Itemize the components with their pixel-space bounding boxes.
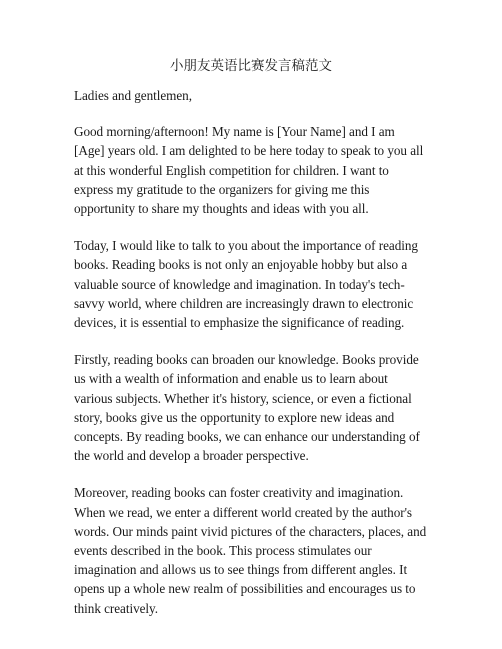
knowledge-paragraph: Firstly, reading books can broaden our knowledge. Books provide us with a wealth of information and enable us to learn about various subjects. Whether it's history, science, or even a fictional story, books give us the opportunity to explore new ideas and concepts. By reading books, we can enhance our understanding of the world and develop a broader perspective. — [74, 352, 420, 464]
introduction-paragraph: Good morning/afternoon! My name is [Your Name] and I am [Age] years old. I am delighted to be here today to speak to you all at this wonderful English competition for children. I want to express my gratitude to the organizers for giving me this opportunity to share my thoughts and ideas with you all. — [74, 124, 424, 217]
document-title: 小朋友英语比赛发言稿范文 — [170, 58, 332, 73]
greeting-paragraph: Ladies and gentlemen, — [74, 88, 192, 103]
topic-paragraph: Today, I would like to talk to you about the importance of reading books. Reading books is not only an enjoyable hobby but also a valuable source of knowledge and imagination. In today's tech-savvy world, where children are increasingly drawn to electronic devices, it is essential to emphasize the significance of reading. — [74, 238, 418, 331]
creativity-paragraph: Moreover, reading books can foster creativity and imagination. When we read, we enter a different world created by the author's words. Our minds paint vivid pictures of the characters, places, and events described in the book. This process stimulates our imagination and allows us to see things from different angles. It opens up a whole new realm of possibilities and encourages us to think creatively. — [74, 485, 427, 616]
